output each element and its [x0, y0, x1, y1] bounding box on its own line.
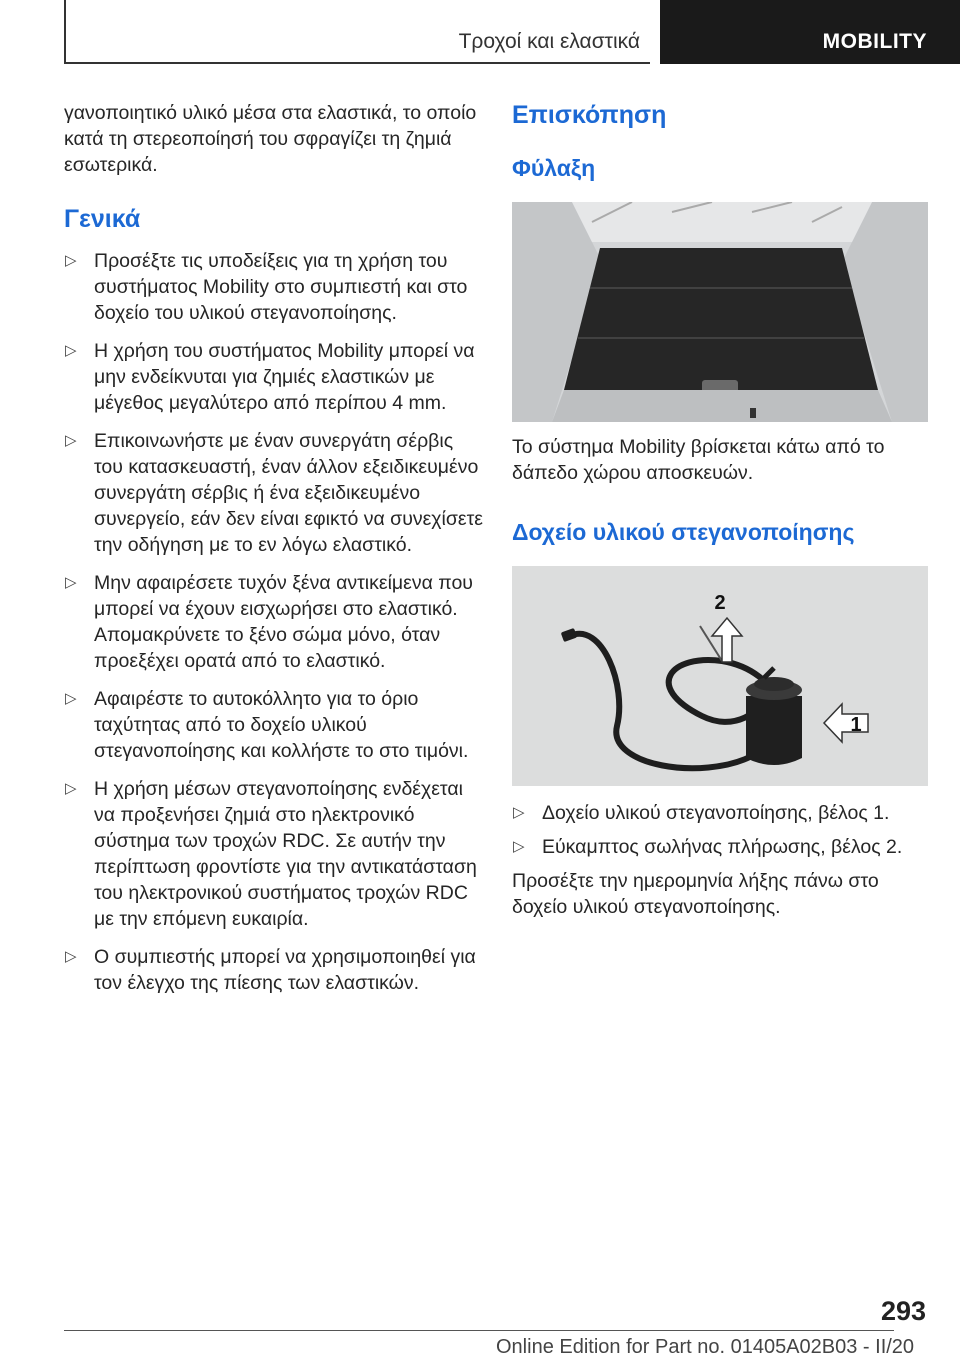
list-item: ▷ Προσέξτε τις υποδείξεις για τη χρήση του συστήματος Mobility στο συμπιεστή και στο δοχείο του υλικού στεγανοποίησης. [65, 250, 468, 324]
triangle-bullet-icon: ▷ [513, 804, 525, 821]
list-item: ▷ Εύκαμπτος σωλήνας πλήρωσης, βέλος 2. [513, 836, 903, 858]
header-rule-left [64, 0, 66, 64]
legend-list [512, 800, 928, 860]
trunk-floor-illustration [512, 202, 928, 422]
callout-label-1: 1 [850, 714, 862, 736]
expiry-note: Προσέξτε την ημερομηνία λήξης πάνω στο δοχείο υλικού στεγανοποίησης. [512, 870, 879, 918]
general-heading: Γενικά [64, 205, 141, 233]
list-item: ▷ Η χρήση μέσων στεγανοποίησης ενδέχεται να προξενήσει ζημιά στο ηλεκτρονικό σύστημα των τροχών RDC. Σε αυτήν την περίπτωση φροντίστε για την αντικατάσταση του ηλεκτρονικού συστήματος τροχών RDC με την επόμενη ευκαιρία. [65, 778, 477, 930]
container-heading: Δοχείο υλικού στεγανοποίησης [512, 519, 855, 545]
triangle-bullet-icon: ▷ [65, 690, 77, 707]
triangle-bullet-icon: ▷ [513, 838, 525, 855]
list-item: ▷ Δοχείο υλικού στεγανοποίησης, βέλος 1. [513, 802, 890, 824]
list-item: ▷ Αφαιρέστε το αυτοκόλλητο για το όριο ταχύτητας από το δοχείο υλικού στεγανοποίησης και κολλήστε το στο τιμόνι. [65, 688, 469, 762]
edition-text: Online Edition for Part no. 01405A02B03 - II/20 [496, 1336, 915, 1358]
triangle-bullet-icon: ▷ [65, 252, 77, 269]
header-rule-bottom [64, 62, 650, 64]
overview-heading: Επισκόπηση [512, 101, 667, 129]
page-number: 293 [880, 1296, 926, 1326]
section-tab [660, 0, 960, 64]
callout-label-2: 2 [714, 592, 726, 614]
list-item: ▷ Ο συμπιεστής μπορεί να χρησιμοποιηθεί για τον έλεγχο της πίεσης των ελαστικών. [65, 946, 476, 994]
section-tab-label: MOBILITY [822, 30, 927, 53]
footer-rule [64, 1330, 894, 1331]
intro-paragraph: γανοποιητικό υλικό μέσα στα ελαστικά, το οποίο κατά τη στερεοποίησή του σφραγίζει τη ζημιά εσωτερικά. [64, 102, 477, 176]
triangle-bullet-icon: ▷ [65, 342, 77, 359]
list-item: ▷ Επικοινωνήστε με έναν συνεργάτη σέρβις του κατασκευαστή, έναν άλλον εξειδικευμένο συνεργάτη σέρβις ή ένα εξειδικευμένο συνεργείο, εάν δεν είναι εφικτό να συνεχίσετε την οδήγηση με το εν λόγω ελαστικό. [65, 430, 484, 556]
storage-heading: Φύλαξη [512, 155, 596, 181]
general-bullet-list [64, 248, 484, 996]
chapter-title: Τροχοί και ελαστικά [458, 30, 640, 53]
triangle-bullet-icon: ▷ [65, 574, 77, 591]
triangle-bullet-icon: ▷ [65, 432, 77, 449]
sealant-container-illustration [512, 566, 928, 786]
list-item: ▷ Η χρήση του συστήματος Mobility μπορεί να μην ενδείκνυται για ζημιές ελαστικών με μέγεθος μεγαλύτερο από περίπου 4 mm. [65, 340, 475, 414]
right-column [512, 100, 928, 920]
left-column [64, 100, 484, 1008]
trunk-floor-drawing [512, 202, 928, 422]
storage-paragraph: Το σύστημα Mobility βρίσκεται κάτω από το δάπεδο χώρου αποσκευών. [512, 436, 885, 484]
triangle-bullet-icon: ▷ [65, 780, 77, 797]
triangle-bullet-icon: ▷ [65, 948, 77, 965]
list-item: ▷ Μην αφαιρέσετε τυχόν ξένα αντικείμενα που μπορεί να έχουν εισχωρήσει στο ελαστικό. Απομακρύνετε το ξένο σώμα μόνο, όταν προεξέχει ορατά από το ελαστικό. [65, 572, 473, 672]
